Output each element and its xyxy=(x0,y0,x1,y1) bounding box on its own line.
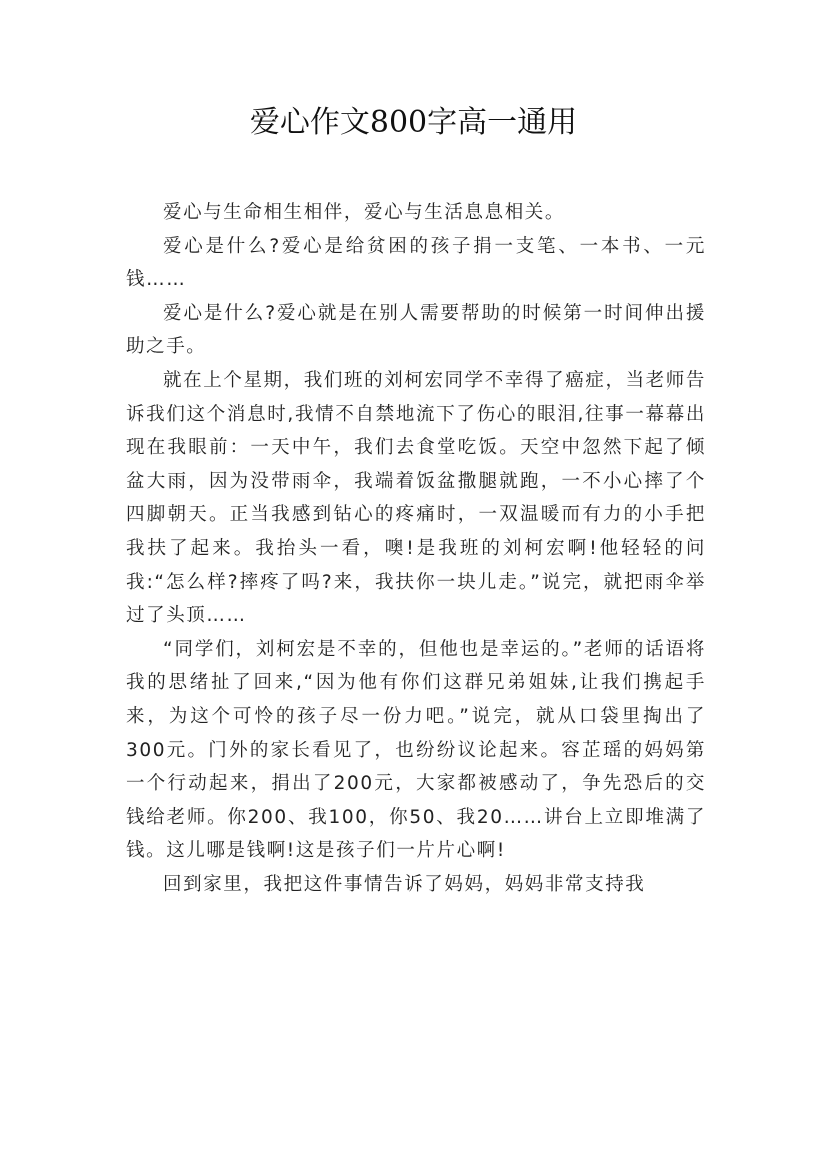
paragraph-6: 回到家里，我把这件事情告诉了妈妈，妈妈非常支持我 xyxy=(163,873,646,895)
document-title: 爱心作文800字高一通用 xyxy=(249,105,578,140)
paragraph-4: 就在上个星期，我们班的刘柯宏同学不幸得了癌症，当老师告诉我们这个消息时,我情不自禁地流下了伤心的眼泪,往事一幕幕出现在我眼前：一天中午，我们去食堂吃饭。天空中忽然下起了倾盆大雨，因为没带雨伞，我端着饭盆撒腿就跑，一不小心摔了个四脚朝天。正当我感到钻心的疼痛时，一双温暖而有力的小手把我扶了起来。我抬头一看，噢!是我班的刘柯宏啊!他轻轻的问我:“怎么样?摔疼了吗?来，我扶你一块儿走。”说完，就把雨伞举过了头顶…… xyxy=(126,369,706,627)
paragraph-5: “同学们，刘柯宏是不幸的，但他也是幸运的。”老师的话语将我的思绪扯了回来,“因为他有你们这群兄弟姐妹,让我们携起手来，为这个可怜的孩子尽一份力吧。”说完，就从口袋里掏出了300元。门外的家长看见了，也纷纷议论起来。容芷瑶的妈妈第一个行动起来，捐出了200元，大家都被感动了，争先恐后的交钱给老师。你200、我100，你50、我20……讲台上立即堆满了钱。这儿哪是钱啊!这是孩子们一片片心啊! xyxy=(126,638,706,862)
document-body xyxy=(126,196,706,901)
paragraph-3: 爱心是什么?爱心就是在别人需要帮助的时候第一时间伸出援助之手。 xyxy=(126,302,706,358)
paragraph-1: 爱心与生命相生相伴，爱心与生活息息相关。 xyxy=(163,202,566,223)
paragraph-2: 爱心是什么?爱心是给贫困的孩子捐一支笔、一本书、一元钱…… xyxy=(126,235,706,291)
